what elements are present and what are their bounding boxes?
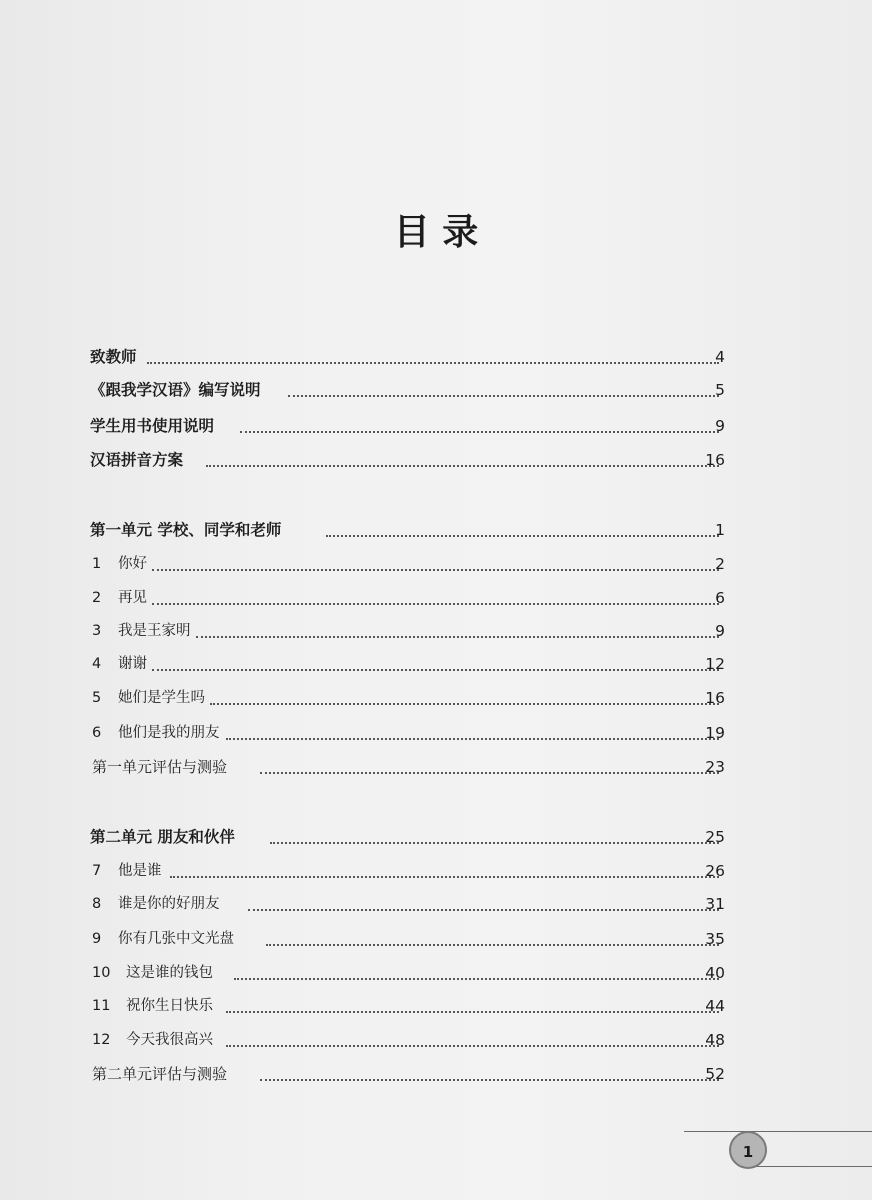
leader-dots xyxy=(226,1045,719,1047)
leader-dots xyxy=(170,876,719,878)
leader-dots xyxy=(266,944,719,946)
toc-label xyxy=(92,616,191,646)
toc-lesson-entry[interactable] xyxy=(0,583,872,613)
lesson-number: 2 xyxy=(92,590,102,606)
lesson-number: 4 xyxy=(92,656,102,672)
toc-lesson-entry[interactable] xyxy=(0,549,872,579)
toc-lesson-entry[interactable] xyxy=(0,889,872,919)
toc-page-number: 2 xyxy=(715,555,725,573)
lesson-title: 他们是我的朋友 xyxy=(118,725,220,741)
lesson-number: 7 xyxy=(92,863,102,879)
toc-label xyxy=(92,958,213,988)
toc-label xyxy=(92,856,162,886)
leader-dots xyxy=(152,569,719,571)
toc-unit-entry[interactable] xyxy=(0,515,872,545)
leader-dots xyxy=(196,636,719,638)
toc-page-number: 26 xyxy=(705,862,725,880)
toc-label xyxy=(92,1025,213,1055)
lesson-number: 11 xyxy=(92,998,111,1014)
toc-page-number: 5 xyxy=(715,381,725,399)
toc-label xyxy=(92,583,147,613)
lesson-number: 3 xyxy=(92,623,102,639)
leader-dots xyxy=(152,603,719,605)
toc-page-number: 4 xyxy=(715,348,725,366)
toc-label xyxy=(92,649,147,679)
leader-dots xyxy=(147,362,719,364)
lesson-number: 6 xyxy=(92,725,102,741)
page-number-badge: 1 xyxy=(729,1131,767,1169)
leader-dots xyxy=(210,703,719,705)
toc-lesson-entry[interactable] xyxy=(0,991,872,1021)
toc-label: 第一单元 学校、同学和老师 xyxy=(90,521,282,539)
toc-unit-entry[interactable] xyxy=(0,822,872,852)
lesson-title: 再见 xyxy=(118,590,147,606)
lesson-title: 祝你生日快乐 xyxy=(126,998,213,1014)
toc-label: 第二单元 朋友和伙伴 xyxy=(90,828,235,846)
lesson-number: 9 xyxy=(92,931,102,947)
toc-entry[interactable] xyxy=(0,342,872,372)
lesson-title: 谁是你的好朋友 xyxy=(118,896,220,912)
leader-dots xyxy=(260,1079,719,1081)
toc-page-number: 48 xyxy=(705,1031,725,1049)
toc-entry[interactable] xyxy=(0,411,872,441)
toc-label xyxy=(92,889,220,919)
toc-label: 第一单元评估与测验 xyxy=(92,758,228,776)
toc-lesson-entry[interactable] xyxy=(0,958,872,988)
lesson-title: 他是谁 xyxy=(118,863,162,879)
toc-page-number: 16 xyxy=(705,689,725,707)
toc-label xyxy=(92,683,205,713)
toc-page-number: 9 xyxy=(715,417,725,435)
leader-dots xyxy=(248,909,719,911)
lesson-title: 她们是学生吗 xyxy=(118,690,205,706)
leader-dots xyxy=(226,1011,719,1013)
toc-page-number: 16 xyxy=(705,451,725,469)
lesson-number: 1 xyxy=(92,556,102,572)
toc-entry[interactable] xyxy=(0,375,872,405)
toc-label: 汉语拼音方案 xyxy=(90,451,184,469)
leader-dots xyxy=(234,978,719,980)
lesson-number: 5 xyxy=(92,690,102,706)
toc-label xyxy=(92,718,220,748)
toc-review-entry[interactable] xyxy=(0,752,872,782)
toc-lesson-entry[interactable] xyxy=(0,924,872,954)
toc-page-number: 35 xyxy=(705,930,725,948)
lesson-number: 8 xyxy=(92,896,102,912)
lesson-number: 12 xyxy=(92,1032,111,1048)
leader-dots xyxy=(152,669,719,671)
toc-page-number: 1 xyxy=(715,521,725,539)
leader-dots xyxy=(326,535,719,537)
lesson-title: 今天我很高兴 xyxy=(126,1032,213,1048)
toc-lesson-entry[interactable] xyxy=(0,1025,872,1055)
leader-dots xyxy=(270,842,719,844)
toc-page-number: 25 xyxy=(705,828,725,846)
toc-label: 学生用书使用说明 xyxy=(90,417,215,435)
lesson-title: 这是谁的钱包 xyxy=(126,965,213,981)
toc-page-number: 52 xyxy=(705,1065,725,1083)
toc-review-entry[interactable] xyxy=(0,1059,872,1089)
footer-rule xyxy=(684,1131,872,1132)
toc-page-number: 12 xyxy=(705,655,725,673)
lesson-number: 10 xyxy=(92,965,111,981)
leader-dots xyxy=(260,772,719,774)
toc-label xyxy=(92,549,147,579)
toc-page-number: 40 xyxy=(705,964,725,982)
toc-lesson-entry[interactable] xyxy=(0,616,872,646)
footer-rule-lower xyxy=(748,1166,872,1167)
leader-dots xyxy=(240,431,719,433)
toc-label: 致教师 xyxy=(90,348,137,366)
toc-page-number: 6 xyxy=(715,589,725,607)
toc-lesson-entry[interactable] xyxy=(0,856,872,886)
toc-page-number: 9 xyxy=(715,622,725,640)
toc-page-number: 31 xyxy=(705,895,725,913)
lesson-title: 你好 xyxy=(118,556,147,572)
lesson-title: 谢谢 xyxy=(118,656,147,672)
leader-dots xyxy=(288,395,719,397)
toc-label xyxy=(92,924,234,954)
toc-label: 第二单元评估与测验 xyxy=(92,1065,228,1083)
page-title: 目 录 xyxy=(393,211,479,253)
lesson-title: 你有几张中文光盘 xyxy=(118,931,234,947)
toc-lesson-entry[interactable] xyxy=(0,718,872,748)
toc-label: 《跟我学汉语》编写说明 xyxy=(90,381,261,399)
leader-dots xyxy=(226,738,719,740)
toc-entry[interactable] xyxy=(0,445,872,475)
toc-page-number: 19 xyxy=(705,724,725,742)
toc-page-number: 23 xyxy=(705,758,725,776)
lesson-title: 我是王家明 xyxy=(118,623,191,639)
leader-dots xyxy=(206,465,719,467)
toc-lesson-entry[interactable] xyxy=(0,649,872,679)
toc-label xyxy=(92,991,213,1021)
toc-lesson-entry[interactable] xyxy=(0,683,872,713)
toc-page-number: 44 xyxy=(705,997,725,1015)
